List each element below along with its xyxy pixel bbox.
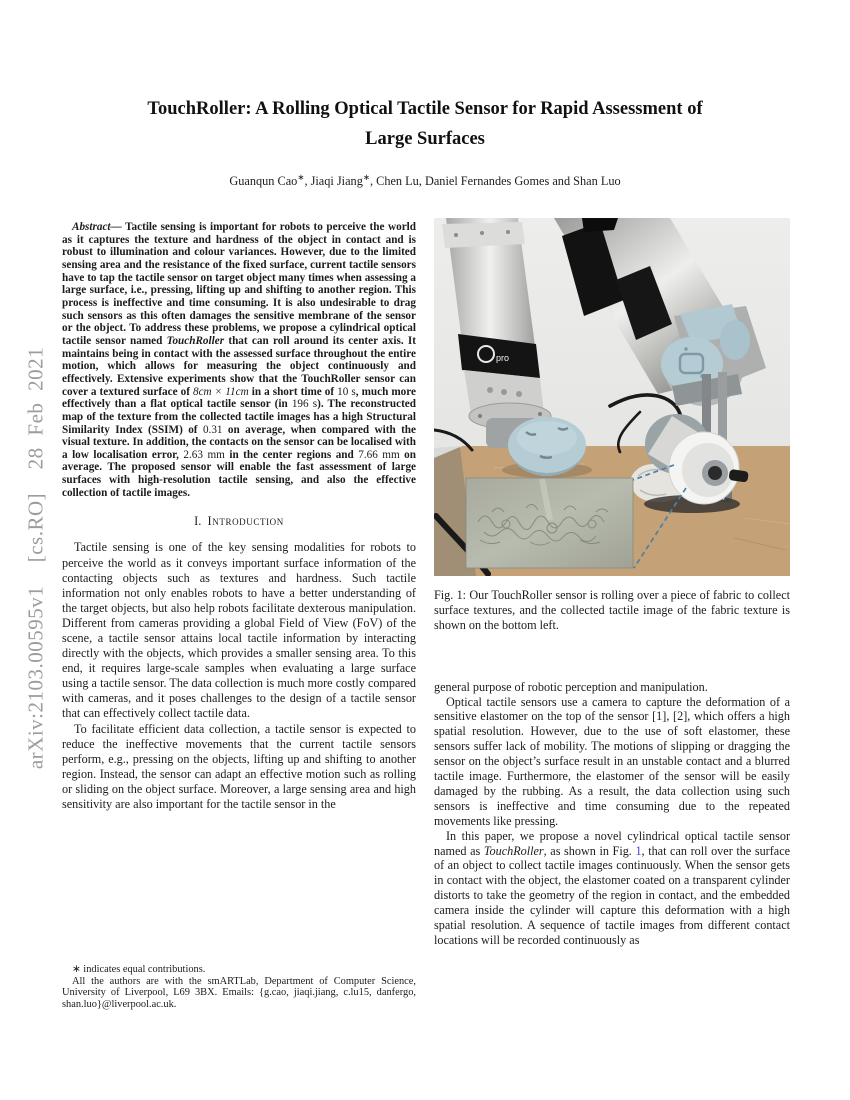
body-paragraph-continuation: general purpose of robotic perception and manipulation. [434,679,708,694]
text-segment: , that can roll over the surface of an object to collect tactile images continuously. When the sensor gets in contact with the object, the elastomer coated on a transparent cylinder distorts to take the geometry of the region in contact, and the embedded camera inside the cylinder will capture this deformation with a high spatial resolution. A sequence of tactile images from different contact locations will be recorded continuously as [434,843,791,948]
fig1-reference-link[interactable]: 1 [635,843,642,858]
intro-paragraph-2: To facilitate efficient data collection, a tactile sensor is expected to reduce the ineffective movements that the current tactile sensors perform, e.g., pressing on the objects, lifting up and shifting to another region. Instead, the sensor can adapt an effective motion such as rolling or sliding on the object surface. Moreover, a large sensing area and high sensitivity are also important for the tactile sensor in the [62,721,416,812]
text-segment: In this paper, we propose a novel cylindrical optical tactile sensor named as [434,828,790,858]
footnote-block [62,964,416,1011]
section-number: I. [194,514,202,529]
math-value: 8cm × 11cm [192,385,249,398]
section-name: Introduction [207,514,284,529]
math-value: 196 s [291,398,318,411]
figure1-photo [434,218,790,576]
strap-logo-text: pro [496,353,510,363]
math-value: 7.66 mm [358,448,400,461]
equal-contribution-asterisk: ∗ [297,172,305,182]
left-column [62,221,416,812]
body-paragraph-proposal [434,829,790,948]
intro-paragraph-1: Tactile sensing is one of the key sensing modalities for robots to perceive the world as it conveys important surface information of the contacting objects such as textures and hardness. Such tactile information not only enables robots to have a better understanding of the target objects, but also help robots facilitate dexterous manipulation. Different from cameras providing a global Field of View (FoV) of the scene, a tactile sensor attains local tactile information by interacting directly with the objects, which provides a smaller sensing area. To this end, it requires large-scale samples when evaluating a large surface using a tactile sensor. The data collection is much more costly compared with cameras, and it poses challenges to the design of a tactile sensor that can effectively collect tactile data. [62,540,416,721]
sensor-name-italic: TouchRoller [483,843,544,858]
paper-title-line2: Large Surfaces [365,129,485,149]
abstract-paragraph [62,221,416,499]
paper-title [0,94,850,154]
arxiv-watermark-text: arXiv:2103.00595v1 [cs.RO] 28 Feb 2021 [23,346,48,770]
text-segment: , as shown in Fig. [543,843,636,858]
equal-contribution-asterisk: ∗ [362,172,370,182]
math-value: 2.63 mm [183,448,225,461]
abstract-lead-in: Abstract— [72,221,122,233]
footnote-equal-contributions: ∗ indicates equal contributions. [72,964,206,975]
author-name: Guanqun Cao [229,174,298,189]
abstract-segment: in the center regions and [224,448,359,461]
author-names: , Chen Lu, Daniel Fernandes Gomes and Shan Luo [369,174,621,189]
tactile-image-inset [466,478,633,568]
abstract-segment: Tactile sensing is important for robots to perceive the world as it captures the texture and hardness of the object in contact and is robust to illumination and colour variances. However, due to the limited sensing area and the resistance of the fixed surface, current tactile sensors have to tap the tactile sensor on target object many times when assessing a large surface, i.e., pressing, lifting up and shifting to another region. This process is ineffective and time consuming. It is also undesirable to drag such sensors as this often damages the sensitive membrane of the sensor or the object. To address these problems, we propose a cylindrical optical tactile sensor named [62,221,416,347]
abstract-segment: on average, when compared with the visual texture. In addition, the contacts on the sensor can be localised with a low localisation error, [62,423,416,461]
paper-title-line1: TouchRoller: A Rolling Optical Tactile Sensor for Rapid Assessment of [147,99,703,119]
figure1-caption: Fig. 1: Our TouchRoller sensor is rolling over a piece of fabric to collect surface textures, and the collected tactile image of the fabric texture is shown on the bottom left. [434,588,790,633]
abstract-segment: on average. The proposed sensor will enable the fast assessment of large surfaces with high-resolution tactile sensing, and also the effective collection of tactile images. [62,448,416,499]
author-name: , Jiaqi Jiang [304,174,363,189]
footnote-affiliation: All the authors are with the smARTLab, Department of Computer Science, University of Liverpool, L69 3BX. Emails: {g.cao, jiaqi.jiang, c.lu15, danfergo, shan.luo}@liverpool.ac.uk. [62,975,416,1011]
right-column-text [434,680,790,948]
abstract-segment: ). The reconstructed map of the texture from the collected tactile images has a high Structural Similarity Index (SSIM) of [62,398,416,436]
abstract-segment: in a short time of [248,385,338,398]
right-column [434,218,790,948]
sensor-name-italic: TouchRoller [166,334,225,347]
figure1 [434,218,790,634]
author-line [0,172,850,189]
body-paragraph-optical-sensors: Optical tactile sensors use a camera to capture the deformation of a sensitive elastomer on the top of the sensor [1], [2], which offers a high spatial resolution. However, due to the use of soft elastomer, these sensors suffer lack of mobility. The motions of slipping or dragging the sensor on the object’s surface result in an unstable contact and a blurred tactile image. Furthermore, the elastomer of the sensor will be easily damaged by the rubbing. As a result, the data collection using such sensors is ineffective and time consuming due to the repeated movements like pressing. [434,694,790,828]
abstract-segment: , much more effectively than a flat optical tactile sensor (in [62,385,417,411]
abstract-segment: that can roll around its center axis. It maintains being in contact with the assessed surface throughout the entire motion, which allows for measuring the object continuously and effectively. Extensive experiments show that the TouchRoller sensor can cover a textured surface of [62,334,416,398]
math-value: 10 s [337,385,356,398]
section-heading-introduction [62,514,416,529]
math-value: 0.31 [202,423,223,436]
